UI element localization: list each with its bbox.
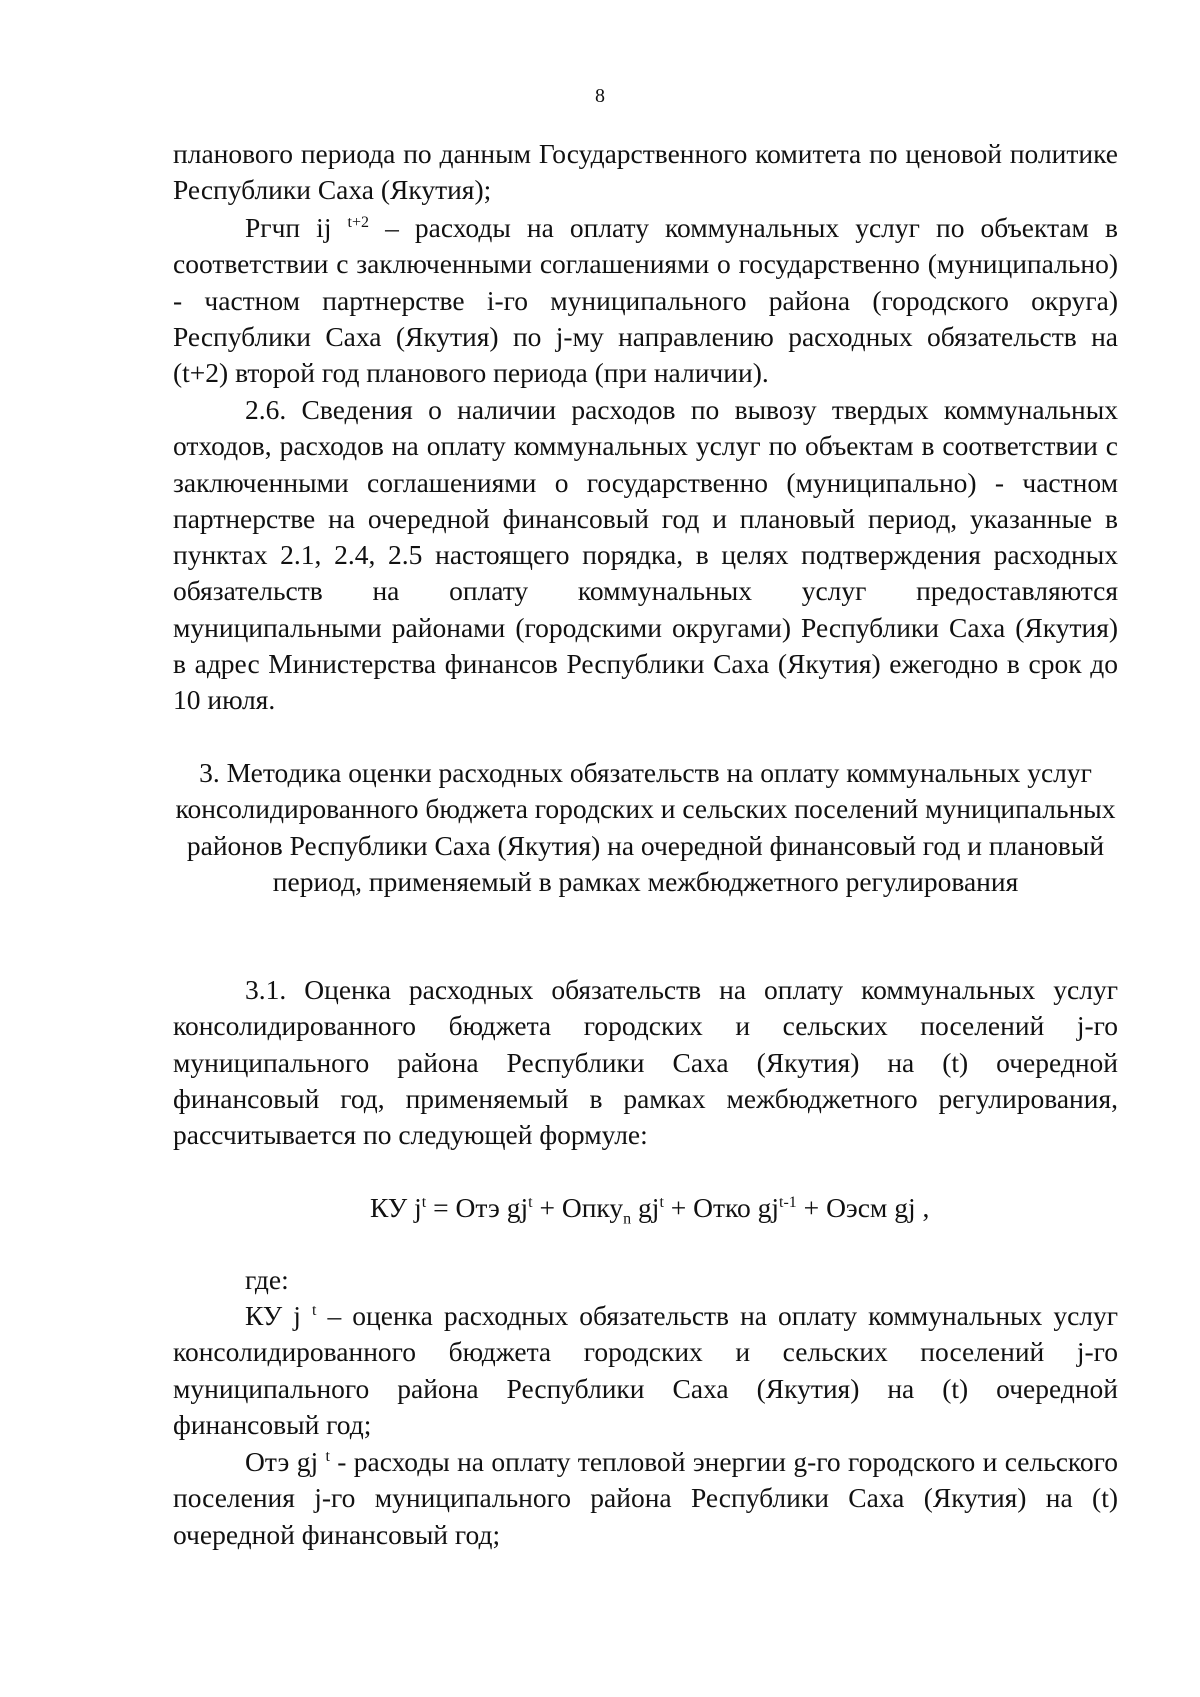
ote-symbol: Отэ gj (245, 1446, 319, 1477)
paragraph-rgchp-definition (173, 210, 1118, 391)
formula-lhs: КУ j (370, 1192, 422, 1223)
section-3-heading: 3. Методика оценки расходных обязательств на оплату коммунальных услуг консолидированного бюджета городских и сельских поселений муниципальных районов Республики Саха (Якутия) на очередной финансовый год и плановый период, применяемый в рамках межбюджетного регулирования (175, 757, 1116, 897)
formula-op-plus-2: + (663, 1192, 694, 1223)
formula-term-otko-sup: t-1 (779, 1193, 797, 1211)
formula-op-plus-3: + (796, 1192, 827, 1223)
ote-superscript: t (325, 1447, 330, 1465)
formula-tail: , (915, 1192, 930, 1223)
formula-term-otko: Отко gj (693, 1192, 780, 1223)
formula-lhs-sup: t (421, 1193, 427, 1211)
paragraph-where: где: (245, 1264, 289, 1295)
rgchp-superscript: t+2 (347, 213, 370, 231)
formula-term-opku: Опку (561, 1192, 624, 1223)
paragraph-continuation: планового периода по данным Государственного комитета по ценовой политике Республики Саха (Якутия); (173, 138, 1118, 206)
ku-superscript: t (312, 1301, 317, 1319)
formula-term-opku-rest: gj (631, 1192, 660, 1223)
paragraph-ku-definition (173, 1298, 1118, 1443)
rgchp-text: – расходы на оплату коммунальных услуг по объектам в соответствии с заключенными соглашениями о государственно (муниципально) - частном партнерстве i-го муниципального района (городского округа) Республики Саха (Якутия) по j-му направлению расходных обязательств на (t+2) второй год планового периода (при наличии). (173, 212, 1119, 389)
ote-text: - расходы на оплату тепловой энергии g-го городского и сельского поселения j-го муниципального района Республики Саха (Якутия) на (t) очередной финансовый год; (173, 1446, 1118, 1550)
formula-term-ote-sup: t (528, 1193, 533, 1211)
formula-term-opku-sub: n (623, 1210, 632, 1228)
formula-op-plus-1: + (532, 1192, 562, 1223)
rgchp-symbol: Ргчп ij (245, 212, 332, 243)
formula-ku (370, 1190, 929, 1226)
ku-symbol: КУ j (245, 1300, 301, 1331)
formula-op-eq: = (426, 1192, 456, 1223)
formula-term-ote: Отэ gj (455, 1192, 529, 1223)
page-number: 8 (595, 85, 605, 107)
paragraph-ote-definition (173, 1444, 1118, 1553)
paragraph-3-1: 3.1. Оценка расходных обязательств на оплату коммунальных услуг консолидированного бюджета городских и сельских поселений j-го муниципального района Республики Саха (Якутия) на (t) очередной финансовый год, применяемый в рамках межбюджетного регулирования, рассчитывается по следующей формуле: (173, 974, 1118, 1151)
formula-term-opku-sup: t (659, 1193, 664, 1211)
paragraph-2-6: 2.6. Сведения о наличии расходов по вывозу твердых коммунальных отходов, расходов на оплату коммунальных услуг по объектам в соответствии с заключенными соглашениями о государственно (муниципально) - частном партнерстве на очередной финансовый год и плановый период, указанные в пунктах 2.1, 2.4, 2.5 настоящего порядка, в целях подтверждения расходных обязательств на оплату коммунальных услуг предоставляются муниципальными районами (городскими округами) Республики Саха (Якутия) в адрес Министерства финансов Республики Саха (Якутия) ежегодно в срок до 10 июля. (173, 394, 1118, 716)
formula-term-oesm: Оэсм gj (826, 1192, 916, 1223)
ku-text: – оценка расходных обязательств на оплату коммунальных услуг консолидированного бюджета городских и сельских поселений j-го муниципального района Республики Саха (Якутия) на (t) очередной финансовый год; (173, 1300, 1119, 1440)
